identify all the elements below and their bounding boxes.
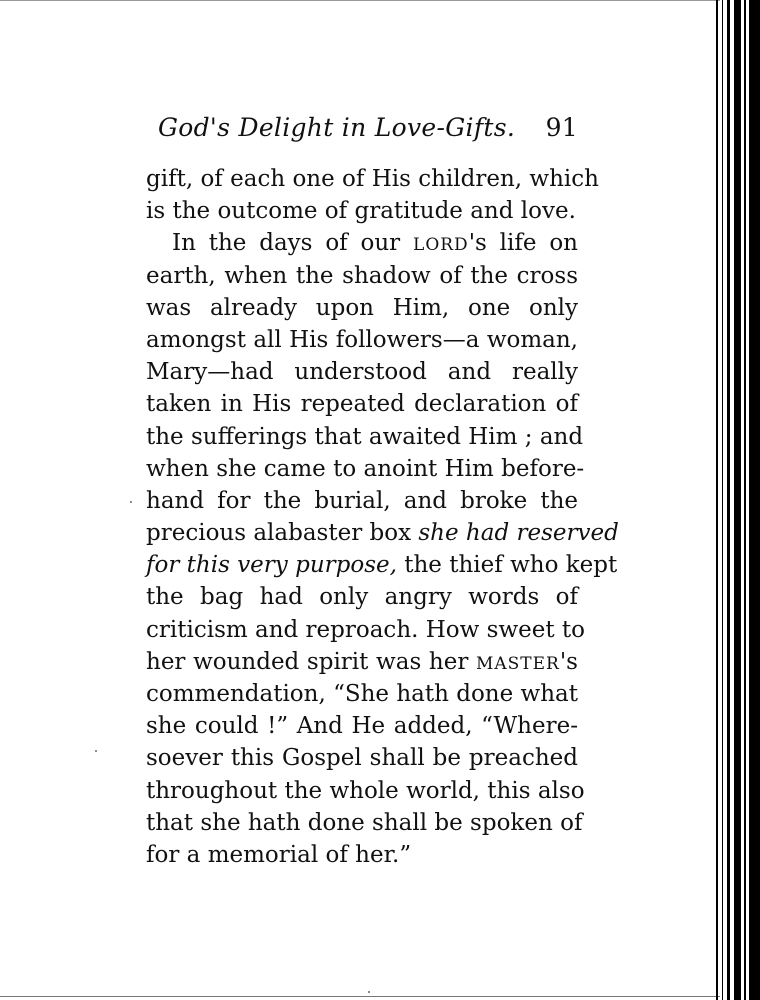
text-line: throughout the whole world, this also: [146, 777, 585, 804]
text-line: hand for the burial, and broke the: [146, 487, 578, 514]
text-line: was already upon Him, one only: [146, 294, 578, 321]
italic-phrase: for this very purpose,: [146, 552, 397, 579]
text-line: her wounded spirit was her MASTER's: [146, 648, 578, 675]
small-caps-lord: LORD: [413, 235, 469, 256]
scan-speck: [368, 991, 370, 993]
small-caps-master: MASTER: [475, 653, 560, 674]
page-number: 91: [545, 113, 578, 142]
text-line: that she hath done shall be spoken of: [146, 809, 583, 836]
text-line: is the outcome of gratitude and love.: [146, 198, 576, 225]
page-edge-top: [0, 0, 720, 1]
body-text: [146, 163, 619, 871]
text-line: precious alabaster box she had reserved: [146, 520, 619, 547]
page-edge-bottom: [0, 996, 720, 997]
text-line: when she came to anoint Him before-: [146, 455, 585, 482]
running-header: [158, 108, 580, 148]
text-line: the sufferings that awaited Him ; and: [146, 423, 584, 450]
text-line: taken in His repeated declaration of: [146, 391, 578, 418]
italic-phrase: she had reserved: [418, 520, 619, 547]
text-line: for a memorial of her.”: [146, 841, 412, 868]
text-line: earth, when the shadow of the cross: [146, 262, 578, 289]
scan-speck: [130, 501, 132, 503]
text-line: commendation, “She hath done what: [146, 681, 578, 707]
text-line: gift, of each one of His children, which: [146, 166, 599, 192]
text-line: the bag had only angry words of: [146, 584, 578, 611]
text-line: she could !” And He added, “Where-: [146, 713, 578, 740]
text-line: criticism and reproach. How sweet to: [146, 616, 586, 643]
text-line: amongst all His followers—a woman,: [146, 326, 578, 353]
text-line: for this very purpose, the thief who kept: [146, 552, 618, 579]
text-line: In the days of our LORD's life on: [172, 230, 578, 257]
text-line: Mary—had understood and really: [146, 359, 578, 386]
scan-speck: [95, 750, 97, 752]
text-line: soever this Gospel shall be preached: [146, 745, 578, 772]
running-title: God's Delight in Love-Gifts.: [158, 113, 516, 142]
